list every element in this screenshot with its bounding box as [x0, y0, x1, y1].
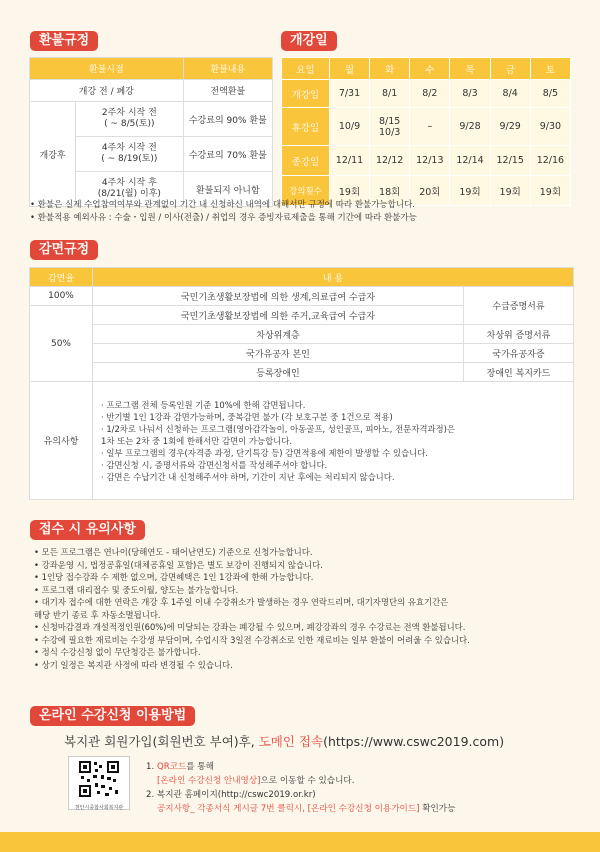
schedule-cell: 10/9	[329, 108, 369, 146]
schedule-cell: 20회	[410, 176, 450, 206]
schedule-header-cell: 토	[530, 58, 570, 80]
schedule-table	[281, 57, 571, 206]
schedule-cell: 19회	[530, 176, 570, 206]
step-1-video-link[interactable]: [온라인 수강신청 안내영상]	[157, 776, 261, 786]
schedule-title: 개강일	[281, 31, 337, 51]
refund-content: 수강료의 70% 환불	[183, 137, 272, 172]
schedule-cell: 18회	[370, 176, 410, 206]
online-url[interactable]: (https://www.cswc2019.com)	[323, 734, 505, 749]
online-step-2-line2	[146, 802, 455, 816]
schedule-cell: 12/13	[410, 146, 450, 176]
caution-item: • 신청마감결과 개설적정인원(60%)에 미달되는 강좌는 폐강될 수 있으며, 폐강강좌의 경우 수강료는 전액 환불됩니다.	[34, 621, 584, 634]
discount-doc: 국가유공자증	[464, 344, 574, 363]
schedule-cell: 12/16	[530, 146, 570, 176]
caution-item: • 프로그램 대리접수 및 중도이월, 양도는 불가능합니다.	[34, 584, 584, 597]
refund-before-when: 개강 전 / 폐강	[30, 80, 184, 102]
schedule-cell: 7/31	[329, 80, 369, 108]
schedule-cell: 8/2	[410, 80, 450, 108]
discount-doc: 차상위 증명서류	[464, 325, 574, 344]
refund-header-when: 환불시점	[30, 58, 184, 80]
schedule-cell: 8/1	[370, 80, 410, 108]
refund-notes	[30, 199, 580, 224]
step-1-text: 를 통해	[186, 762, 214, 772]
refund-after-label: 개강후	[30, 102, 76, 207]
discount-note: · 감면은 수납기간 내 신청해주셔야 하며, 기간이 지난 후에는 처리되지 않습니다.	[101, 471, 565, 483]
caution-title: 접수 시 유의사항	[30, 520, 145, 540]
step-1-number: 1.	[146, 762, 157, 772]
discount-note: · 반기별 1인 1강좌 감면가능하며, 중복감면 불가 (각 보호구분 중 1건으로 적용)	[101, 411, 565, 423]
caution-item: • 수강에 필요한 재료비는 수강생 부담이며, 수업시작 3일전 수강취소로 인한 재료비는 일부 환불이 어려울 수 있습니다.	[34, 634, 584, 647]
schedule-cell: 19회	[329, 176, 369, 206]
refund-note: • 환불적용 예외사유 : 수술・입원 / 이사(전출) / 취업의 경우 증빙자료제출을 통해 기간에 따라 환불가능	[30, 212, 580, 225]
online-step-1	[146, 760, 455, 774]
schedule-cell: 19회	[450, 176, 490, 206]
caution-item: • 1인당 접수강좌 수 제한 없으며, 감면혜택은 1인 1강좌에 한해 가능합니다.	[34, 571, 584, 584]
schedule-cell: 9/28	[450, 108, 490, 146]
discount-header-rate: 감면율	[30, 268, 93, 287]
schedule-cell: 8/3	[450, 80, 490, 108]
caution-item: • 대기자 접수에 대한 연락은 개강 후 1주일 이내 수강취소가 발생하는 경우 연락드리며, 대기자명단의 유효기간은 해당 반기 종료 후 자동소멸됩니다.	[34, 596, 584, 621]
schedule-cell: 12/12	[370, 146, 410, 176]
discount-item: 국민기초생활보장법에 의한 주거,교육급여 수급자	[93, 306, 464, 325]
discount-item: 차상위계층	[93, 325, 464, 344]
caution-list	[34, 546, 584, 671]
refund-note: • 환불은 실제 수업참여여부와 관계없이 기간 내 신청하신 내역에 대해서만 규정에 따라 환불가능합니다.	[30, 199, 580, 212]
discount-rate-50: 50%	[30, 306, 93, 382]
refund-content: 수강료의 90% 환불	[183, 102, 272, 137]
schedule-row-label: 개강일	[282, 80, 330, 108]
schedule-cell: 12/11	[329, 146, 369, 176]
schedule-cell: 8/5	[530, 80, 570, 108]
footer-bar	[0, 832, 600, 852]
qr-code-icon	[69, 757, 129, 801]
qr-code[interactable]	[68, 756, 130, 810]
discount-header-content: 내 용	[93, 268, 574, 287]
refund-when: 4주차 시작 후 (8/21(월) 이후)	[76, 172, 184, 207]
qr-caption: 천안시종합사회복지관	[74, 805, 124, 811]
online-steps	[146, 760, 455, 816]
caution-item: • 상기 일정은 복지관 사정에 따라 변경될 수 있습니다.	[34, 659, 584, 672]
schedule-cell: 12/14	[450, 146, 490, 176]
schedule-cell: 12/15	[490, 146, 530, 176]
schedule-header-cell: 금	[490, 58, 530, 80]
discount-note: · 일부 프로그램의 경우(자격증 과정, 단기특강 등) 감면적용에 제한이 발생할 수 있습니다.	[101, 447, 565, 459]
schedule-header-cell: 요일	[282, 58, 330, 80]
discount-notes	[101, 399, 565, 483]
schedule-header-cell: 월	[329, 58, 369, 80]
online-step-2: 2. 복지관 홈페이지(http://cswc2019.or.kr)	[146, 790, 316, 800]
discount-table	[29, 267, 574, 500]
discount-note: · 1/2차로 나눠서 신청하는 프로그램(영아감각놀이, 아동골프, 성인골프, 피아노, 전문자격과정)은 1차 또는 2차 중 1회에 한해서만 감면이 가능합니다.	[101, 423, 565, 447]
discount-notes-label: 유의사항	[30, 382, 93, 500]
schedule-cell: –	[410, 108, 450, 146]
discount-note: · 감면신청 시, 증명서류와 감면신청서를 작성해주셔야 합니다.	[101, 459, 565, 471]
online-instruction-highlight: 도메인 접속	[258, 734, 324, 749]
discount-title: 감면규정	[30, 240, 98, 260]
schedule-row-label: 휴강일	[282, 108, 330, 146]
schedule-cell: 8/4	[490, 80, 530, 108]
online-instruction	[64, 732, 504, 750]
online-instruction-prefix: 복지관 회원가입(회원번호 부여)후,	[64, 734, 259, 749]
discount-doc: 장애인 복지카드	[464, 363, 574, 382]
schedule-cell: 9/29	[490, 108, 530, 146]
step-2-guide-link[interactable]: 공지사항_ 각종서식 게시글 7번 클릭시, [온라인 수강신청 이용가이드]	[157, 804, 420, 814]
schedule-header-cell: 수	[410, 58, 450, 80]
online-title: 온라인 수강신청 이용방법	[30, 706, 195, 726]
step-1-qr-label: QR코드	[156, 762, 187, 772]
discount-item: 국가유공자 본인	[93, 344, 464, 363]
refund-when: 4주차 시작 전 ( ~ 8/19(토))	[76, 137, 184, 172]
schedule-cell: 19회	[490, 176, 530, 206]
schedule-cell: 8/15 10/3	[370, 108, 410, 146]
discount-note: · 프로그램 전체 등록인원 기준 10%에 한해 감면됩니다.	[101, 399, 565, 411]
refund-when: 2주차 시작 전 ( ~ 8/5(토))	[76, 102, 184, 137]
step-1-text-2: 으로 이동할 수 있습니다.	[260, 776, 355, 786]
online-step-1-line2	[146, 774, 455, 788]
caution-item: • 정식 수강신청 없이 무단청강은 불가합니다.	[34, 646, 584, 659]
discount-item: 국민기초생활보장법에 의한 생계,의료급여 수급자	[93, 287, 464, 306]
step-2-text: 확인가능	[419, 804, 456, 814]
caution-item: • 모든 프로그램은 연나이(당해연도 - 태어난연도) 기준으로 신청가능합니다.	[34, 546, 584, 559]
refund-before-content: 전액환불	[183, 80, 272, 102]
refund-title: 환불규정	[30, 31, 98, 51]
discount-doc-shared: 수급증명서류	[464, 287, 574, 325]
refund-table	[29, 57, 273, 207]
refund-header-content: 환불내용	[183, 58, 272, 80]
schedule-row-label: 종강일	[282, 146, 330, 176]
schedule-cell: 9/30	[530, 108, 570, 146]
caution-item: • 강좌운영 시, 법정공휴일(대체공휴일 포함)은 별도 보강이 진행되지 않습니다.	[34, 559, 584, 572]
schedule-header-cell: 화	[370, 58, 410, 80]
refund-content: 환불되지 아니함	[183, 172, 272, 207]
discount-rate-100: 100%	[30, 287, 93, 306]
discount-item: 등록장애인	[93, 363, 464, 382]
schedule-header-cell: 목	[450, 58, 490, 80]
schedule-row-label: 강의횟수	[282, 176, 330, 206]
